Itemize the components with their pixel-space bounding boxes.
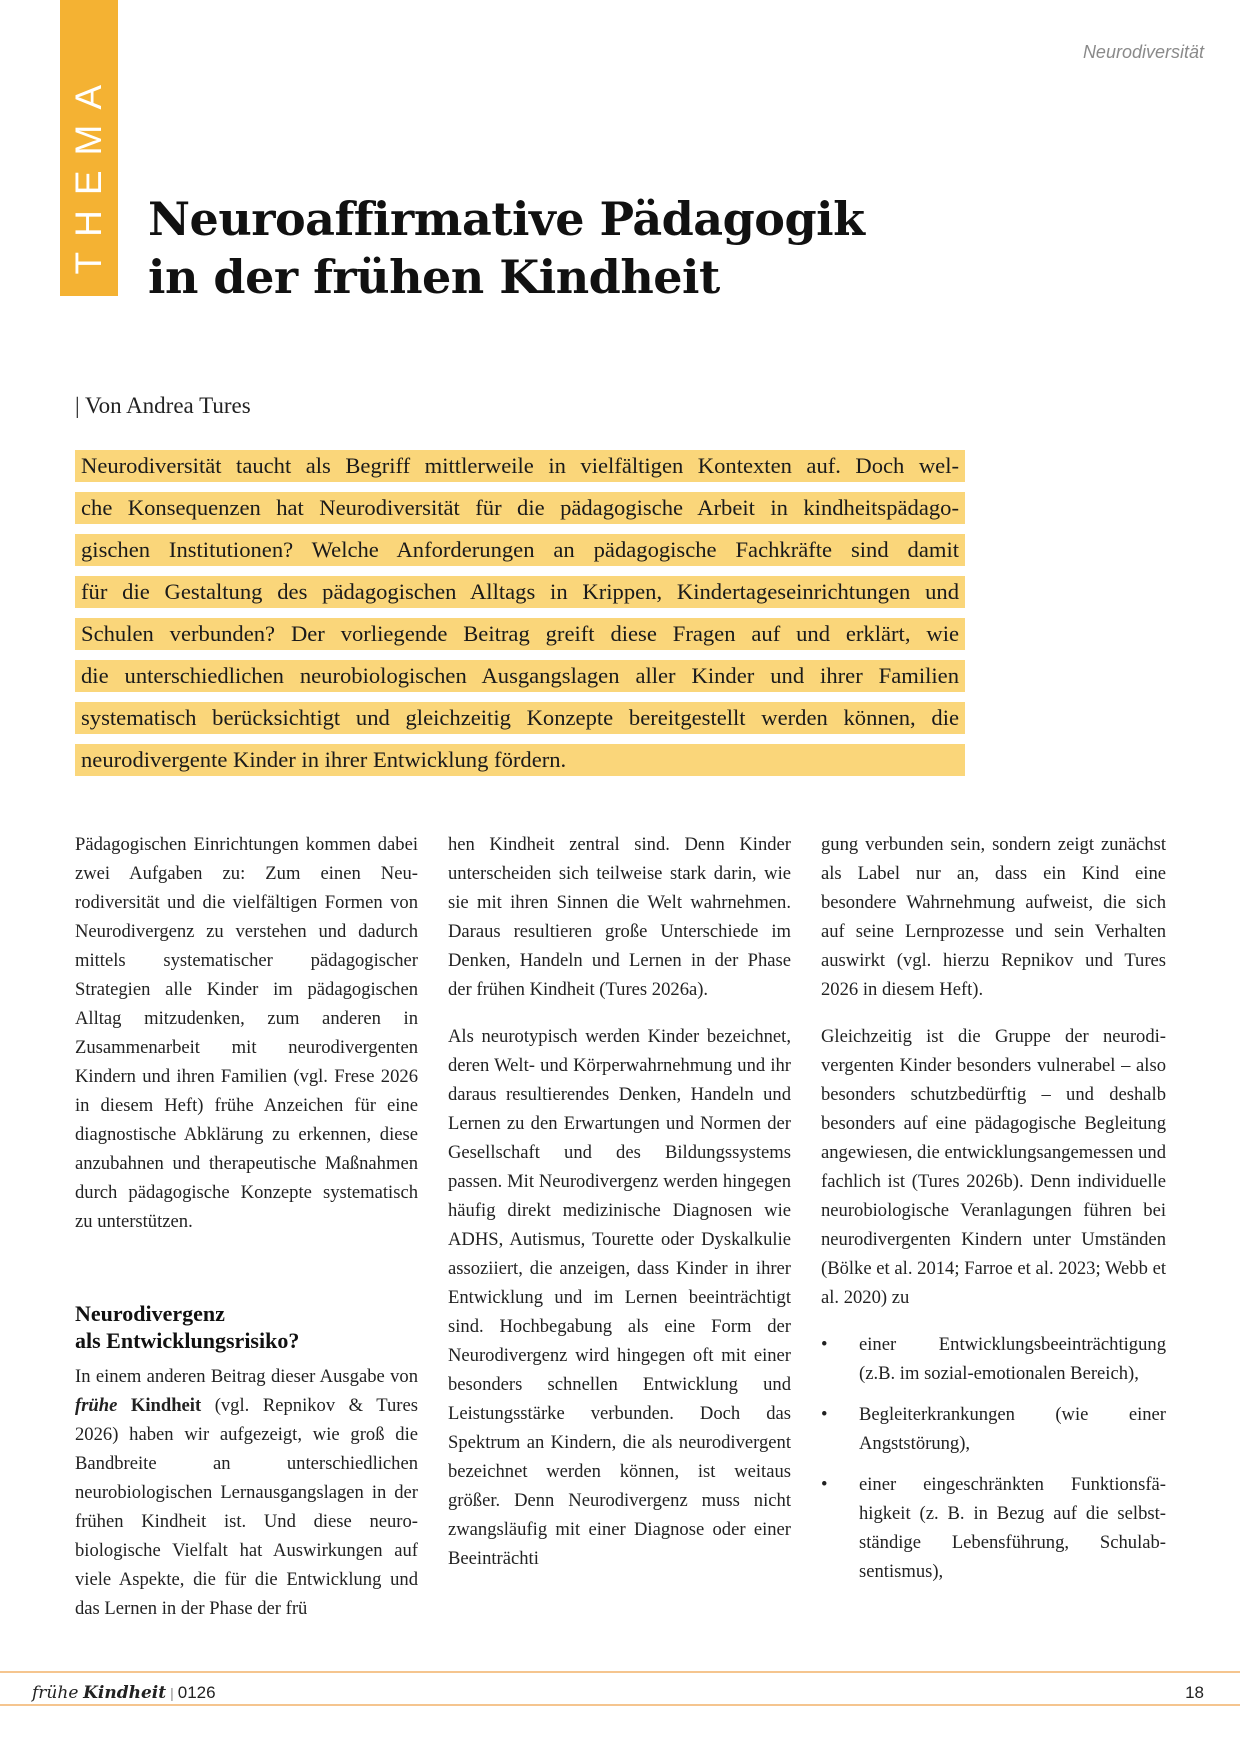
- body-column-1: [75, 830, 418, 1641]
- bullet-item: [821, 1330, 1166, 1388]
- body-column-3: [821, 830, 1166, 1598]
- text-run: (vgl. Repnikov & Tures 2026) haben wir aufgezeigt, wie groß die Bandbreite an unterschiedlichen neurobiologischen Lernausgangslagen in der frühen Kindheit ist. Und diese neurobiologische Vielfalt hat Auswirkungen auf viele Aspekte, die für die Entwicklung und das Lernen in der Phase der frü: [75, 1395, 418, 1619]
- bullet-text: einer Entwicklungsbeeinträchtigung (z.B. im sozial-emotionalen Bereich),: [859, 1334, 1166, 1384]
- lead-line: Schulen verbunden? Der vorliegende Beitrag greift diese Fragen auf und erklärt, wie: [75, 618, 965, 650]
- bullet-text: Begleiterkrankungen (wie einer Angststörung),: [859, 1404, 1166, 1454]
- lead-paragraph: [75, 450, 965, 786]
- bullet-icon: •: [821, 1474, 828, 1495]
- body-paragraph: Gleichzeitig ist die Gruppe der neurodivergenten Kinder besonders vulnerabel – also besonders schutzbedürftig – und deshalb besonders auf eine pädagogische Begleitung angewiesen, die entwicklungsangemessen und fachlich ist (Tures 2026b). Denn individuelle neurobiologische Veranlagungen führen bei neurodivergenten Kindern unter Umständen (Bölke et al. 2014; Farroe et al. 2023; Webb et al. 2020) zu: [821, 1026, 1166, 1308]
- magazine-name-bold: Kindheit: [130, 1395, 202, 1416]
- body-paragraph: Als neurotypisch werden Kinder bezeichnet, deren Welt- und Körperwahrnehmung und ihr daraus resultierendes Denken, Handeln und Lernen zu den Erwartungen und Normen der Gesellschaft und des Bildungssystems passen. Mit Neurodivergenz werden hingegen häufig direkt medizinische Diagnosen wie ADHS, Autismus, Tourette oder Dyskalkulie assoziiert, die anzeigen, dass Kinder in ihrer Entwicklung und im Lernen beeinträchtigt sind. Hochbegabung als eine Form der Neurodivergenz wird hingegen oft mit einer besonders schnellen Entwicklung und Leistungsstärke verbunden. Doch das Spektrum an Kindern, die als neurodivergent bezeichnet werden können, ist weitaus größer. Denn Neurodivergenz muss nicht zwangsläufig mit einer Diagnose oder einer Beeinträchti: [448, 1026, 791, 1569]
- article-title: [148, 190, 864, 306]
- section-heading-line-1: Neurodivergenz: [75, 1301, 225, 1326]
- body-paragraph: [75, 1362, 418, 1623]
- byline: | Von Andrea Tures: [75, 393, 251, 418]
- body-paragraph: Pädagogischen Einrichtungen kommen dabei zwei Aufgaben zu: Zum einen Neurodiversität und die vielfältigen Formen von Neurodivergenz zu verstehen und dadurch mittels systematischer pädagogischer Strategien alle Kinder im pädagogischen Alltag mitzudenken, zum anderen in Zusammenarbeit mit neurodivergenten Kindern und ihren Familien (vgl. Frese 2026 in diesem Heft) frühe Anzeichen für eine diagnostische Abklärung zu erkennen, diese anzubahnen und therapeutische Maßnahmen durch pädagogische Konzepte systematisch zu unterstützen.: [75, 834, 418, 1232]
- magazine-name-italic: frühe: [75, 1395, 118, 1416]
- lead-line: für die Gestaltung des pädagogischen Alltags in Krippen, Kindertageseinrichtungen und: [75, 576, 965, 608]
- lead-line: systematisch berücksichtigt und gleichzeitig Konzepte bereitgestellt werden können, die: [75, 702, 965, 734]
- text-run: In einem anderen Beitrag dieser Ausgabe von: [75, 1366, 418, 1387]
- title-line-2: in der frühen Kindheit: [148, 250, 720, 304]
- page-number: 18: [1185, 1683, 1204, 1702]
- lead-line: neurodivergente Kinder in ihrer Entwicklung fördern.: [75, 744, 965, 776]
- footer-issue: 0126: [177, 1683, 216, 1702]
- body-paragraph: gung verbunden sein, sondern zeigt zunächst als Label nur an, dass ein Kind eine besondere Wahrnehmung aufweist, die sich auf seine Lernprozesse und sein Verhalten auswirkt (vgl. hierzu Repnikov und Tures 2026 in diesem Heft).: [821, 834, 1166, 1000]
- lead-line: Neurodiversität taucht als Begriff mittlerweile in vielfältigen Kontexten auf. Doch wel-: [75, 450, 965, 482]
- footer-separator: |: [170, 1685, 174, 1701]
- bullet-list: [821, 1330, 1166, 1586]
- section-heading-line-2: als Entwicklungsrisiko?: [75, 1328, 300, 1353]
- bullet-item: [821, 1470, 1166, 1586]
- title-line-1: Neuroaffirmative Pädagogik: [148, 192, 865, 246]
- thema-label: THEMA: [68, 69, 109, 275]
- section-tag: Neurodiversität: [1082, 42, 1204, 62]
- lead-line: che Konsequenzen hat Neurodiversität für die pädagogische Arbeit in kindheitspädago-: [75, 492, 965, 524]
- bullet-text: einer eingeschränkten Funktionsfähigkeit (z. B. in Bezug auf die selbstständige Lebensführung, Schulabsentismus),: [859, 1474, 1166, 1582]
- footer-rule-top: [0, 1671, 1240, 1673]
- bullet-icon: •: [821, 1404, 828, 1425]
- bullet-item: [821, 1400, 1166, 1458]
- footer-brand-bold: Kindheit: [83, 1683, 167, 1703]
- lead-line: die unterschiedlichen neurobiologischen Ausgangslagen aller Kinder und ihrer Familien: [75, 660, 965, 692]
- footer-brand-italic: frühe: [32, 1683, 79, 1703]
- footer-rule-bottom: [0, 1704, 1240, 1706]
- section-heading: [75, 1300, 418, 1354]
- thema-label-wrap: [60, 62, 118, 282]
- body-paragraph: hen Kindheit zentral sind. Denn Kinder unterscheiden sich teilweise stark darin, wie sie mit ihren Sinnen die Welt wahrnehmen. Daraus resultieren große Unterschiede im Denken, Handeln und Lernen in der Phase der frühen Kindheit (Tures 2026a).: [448, 834, 791, 1000]
- bullet-icon: •: [821, 1334, 828, 1355]
- body-column-2: [448, 830, 791, 1591]
- lead-line: gischen Institutionen? Welche Anforderungen an pädagogische Fachkräfte sind damit: [75, 534, 965, 566]
- footer-publication: [32, 1683, 216, 1703]
